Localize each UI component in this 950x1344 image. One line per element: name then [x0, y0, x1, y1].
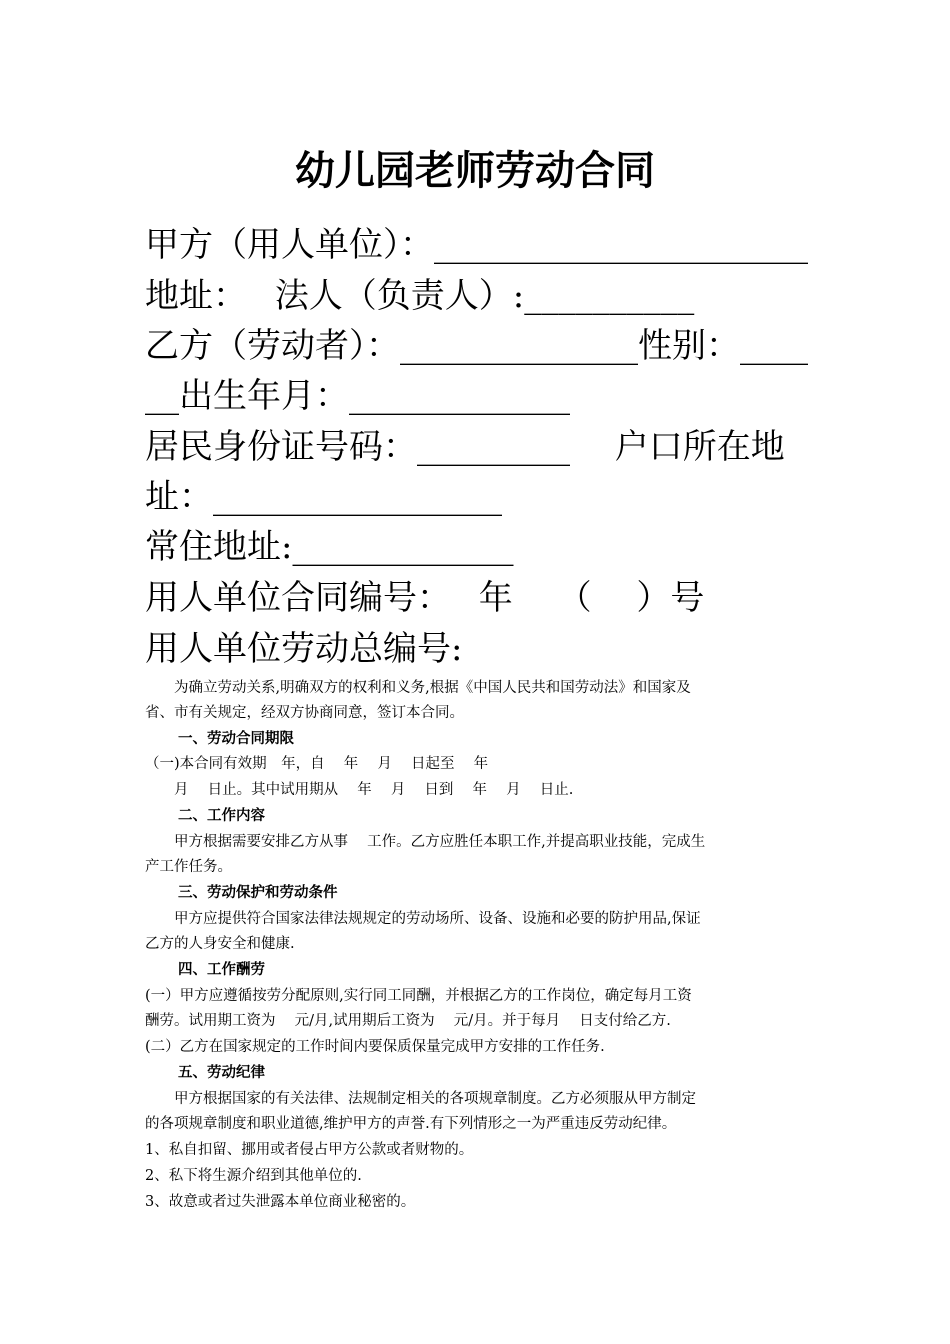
- section-line: 2、私下将生源介绍到其他单位的.: [145, 1168, 362, 1184]
- section-line: 乙方的人身安全和健康.: [145, 936, 295, 952]
- section-line: 产工作任务。: [145, 859, 232, 875]
- hukou-address-line: 址：_________________: [145, 477, 502, 517]
- id-number-line: 居民身份证号码：_________ 户口所在地: [145, 427, 785, 467]
- residence-line: 常住地址:_____________: [145, 527, 514, 567]
- section-line: 甲方根据需要安排乙方从事 工作。乙方应胜任本职工作,并提高职业技能，完成生: [145, 834, 706, 850]
- intro-line: 为确立劳动关系,明确双方的权利和义务,根据《中国人民共和国劳动法》和国家及: [145, 680, 691, 696]
- section-line: 甲方根据国家的有关法律、法规制定相关的各项规章制度。乙方必须服从甲方制定: [145, 1091, 696, 1107]
- total-number-line: 用人单位劳动总编号:: [145, 629, 463, 669]
- section-heading: 四、工作酬劳: [178, 962, 265, 978]
- section-heading: 一、劳动合同期限: [178, 731, 294, 747]
- section-heading: 二、工作内容: [178, 808, 265, 824]
- birth-line: __出生年月：_____________: [145, 376, 570, 416]
- section-line: (一）甲方应遵循按劳分配原则,实行同工同酬，并根据乙方的工作岗位，确定每月工资: [145, 988, 692, 1004]
- contract-number-line: 用人单位合同编号： 年 （ ）号: [145, 578, 705, 618]
- section-line: (二）乙方在国家规定的工作时间内要保质保量完成甲方安排的工作任务.: [145, 1039, 605, 1055]
- section-line: （一)本合同有效期 年，自 年 月 日起至 年: [145, 756, 489, 772]
- party-b-line: 乙方（劳动者）：______________性别：____: [145, 326, 808, 366]
- section-heading: 五、劳动纪律: [178, 1065, 265, 1081]
- section-line: 1、私自扣留、挪用或者侵占甲方公款或者财物的。: [145, 1142, 474, 1158]
- address-line: 地址： 法人（负责人）:__________: [145, 276, 695, 316]
- section-line: 的各项规章制度和职业道德,维护甲方的声誉.有下列情形之一为严重违反劳动纪律。: [145, 1116, 677, 1132]
- section-heading: 三、劳动保护和劳动条件: [178, 885, 338, 901]
- section-line: 月 日止。其中试用期从 年 月 日到 年 月 日止.: [145, 782, 574, 798]
- intro-line: 省、市有关规定，经双方协商同意，签订本合同。: [145, 705, 464, 721]
- section-line: 3、故意或者过失泄露本单位商业秘密的。: [145, 1194, 416, 1210]
- document-title: 幼儿园老师劳动合同: [295, 148, 655, 194]
- section-line: 甲方应提供符合国家法律法规规定的劳动场所、设备、设施和必要的防护用品,保证: [145, 911, 701, 927]
- party-a-line: 甲方（用人单位）：______________________: [145, 225, 808, 265]
- section-line: 酬劳。试用期工资为 元/月,试用期后工资为 元/月。并于每月 日支付给乙方.: [145, 1013, 671, 1029]
